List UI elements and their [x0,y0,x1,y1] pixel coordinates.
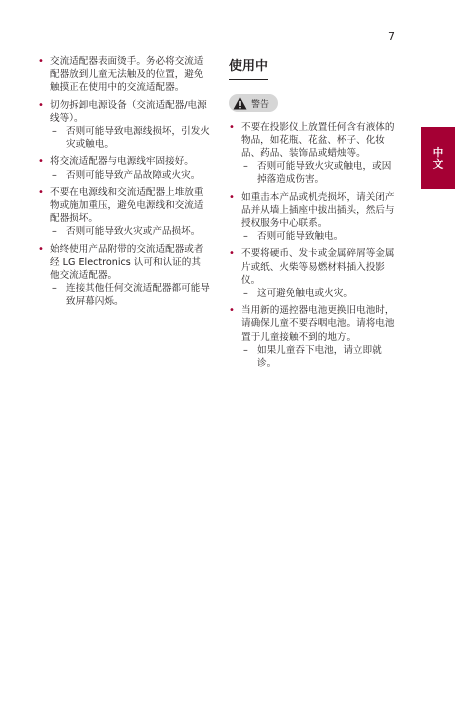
sub-item-list [50,282,210,308]
list-item [229,247,399,300]
bullet-icon: • [229,248,235,260]
dash-marker: – [243,231,248,243]
list-item [38,243,210,309]
page-number: 7 [388,30,395,43]
bullet-icon: • [38,156,44,168]
warning-label: 警告 [251,99,270,110]
dash-marker: – [243,161,248,173]
sub-item [50,225,210,238]
sub-item [50,282,210,308]
warning-triangle-icon [233,97,247,110]
bullet-icon: • [229,121,235,133]
sub-item-list [50,225,210,238]
sub-item-list [241,344,399,370]
item-text: 交流适配器表面烫手。务必将交流适配器放到儿童无法触及的位置，避免触摸正在使用中的交流适配器。 [50,56,204,94]
bullet-icon: • [229,305,235,317]
sub-item [50,169,210,182]
list-item [229,304,399,370]
item-text: 不要在电源线和交流适配器上堆放重物或施加重压，避免电源线和交流适配器损坏。 [50,186,204,225]
item-text: 如重击本产品或机壳损坏，请关闭产品并从墙上插座中拔出插头，然后与授权服务中心联系。 [241,191,395,229]
sub-item [50,125,210,151]
sub-item-text: 连接其他任何交流适配器都可能导致屏幕闪烁。 [66,283,210,308]
left-item-list [38,55,210,309]
sub-item-list [50,125,210,151]
list-item [229,191,399,244]
dash-marker: – [52,126,57,138]
sub-item-text: 否则可能导致触电。 [257,231,344,243]
sub-item-list [50,169,210,182]
dash-marker: – [52,169,57,181]
list-item [38,55,210,95]
item-text: 不要将硬币、发卡或金属碎屑等金属片或纸、火柴等易燃材料插入投影仪。 [241,248,395,286]
sub-item-text: 否则可能导致火灾或触电，或因掉落造成伤害。 [257,161,392,186]
bullet-icon: • [229,191,235,203]
sub-item-text: 这可避免触电或火灾。 [257,287,353,299]
item-text: 当用新的遥控器电池更换旧电池时，请确保儿童不要吞咽电池。请将电池置于儿童接触不到的地方。 [241,305,395,343]
language-tab-label: 中文 [431,146,444,170]
bullet-icon: • [38,186,44,198]
dash-marker: – [52,226,57,238]
sub-item [241,230,399,243]
item-text: 切勿拆卸电源设备（交流适配器/电源线等）。 [50,99,207,124]
sub-item [241,160,399,186]
left-column [38,55,210,313]
dash-marker: – [243,287,248,299]
bullet-icon: • [38,243,44,255]
sub-item [241,287,399,300]
item-text: 不要在投影仪上放置任何含有液体的物品，如花瓶、花盆、杯子、化妆品、药品、装饰品或蜡烛等。 [241,121,395,159]
language-tab [421,127,455,189]
right-item-list [229,121,399,371]
dash-marker: – [243,344,248,356]
sub-item-list [241,287,399,300]
sub-item-text: 否则可能导致产品故障或火灾。 [66,169,201,181]
sub-item-text: 否则可能导致火灾或产品损坏。 [66,226,201,238]
sub-item [241,344,399,370]
bullet-icon: • [38,99,44,111]
bullet-icon: • [38,56,44,67]
section-title: 使用中 [229,58,268,80]
list-item [38,99,210,152]
list-item [229,121,399,187]
sub-item-list [241,230,399,243]
list-item [38,155,210,181]
sub-item-text: 如果儿童吞下电池，请立即就诊。 [257,344,382,369]
right-column [229,55,399,374]
list-item [38,186,210,239]
item-text: 将交流适配器与电源线牢固接好。 [50,156,194,168]
sub-item-list [241,160,399,186]
item-text: 始终使用产品附带的交流适配器或者经 LG Electronics 认可和认证的其他交流适配器。 [50,243,204,282]
warning-badge [229,94,278,112]
sub-item-text: 否则可能导致电源线损坏，引发火灾或触电。 [66,126,210,151]
dash-marker: – [52,283,57,295]
